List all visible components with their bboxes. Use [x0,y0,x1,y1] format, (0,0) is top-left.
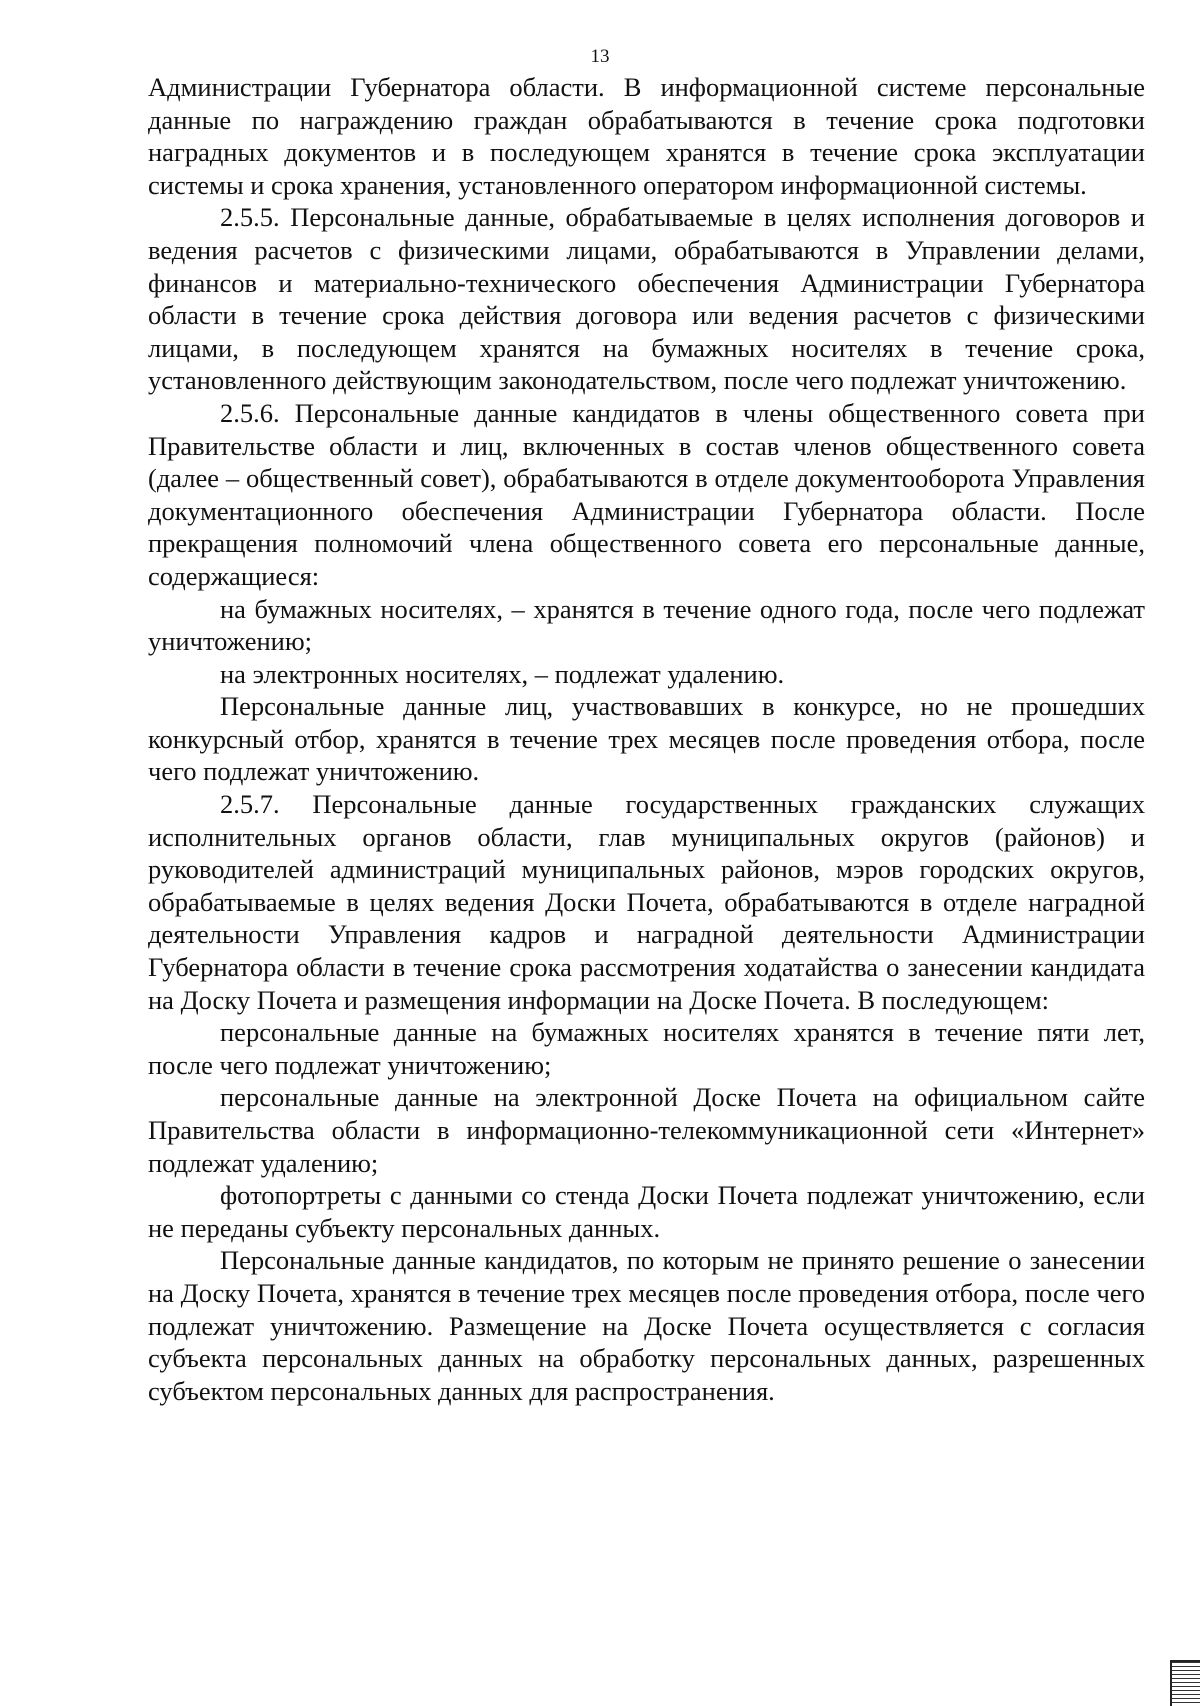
scan-edge-mark [1170,1660,1200,1706]
paragraph-photo-portraits: фотопортреты с данными со стенда Доски Почета подлежат уничтожению, если не переданы субъекту персональных данных. [148,1180,1145,1243]
paragraph-2-5-6: 2.5.6. Персональные данные кандидатов в члены общественного совета при Правительстве области и лиц, включенных в состав членов общественного совета (далее – общественный совет), обрабатываются в отделе документооборота Управления документационного обеспечения Администрации Губернатора области. После прекращения полномочий члена общественного совета его персональные данные, содержащиеся: [148,397,1145,591]
paragraph-electronic-board: персональные данные на электронной Доске Почета на официальном сайте Правительства области в информационно-телекоммуникационной сети «Интернет» подлежат удалению; [148,1082,1145,1178]
paragraph-2-5-5: 2.5.5. Персональные данные, обрабатываемые в целях исполнения договоров и ведения расчетов с физическими лицами, обрабатываются в Управлении делами, финансов и материально-технического обеспечения Администрации Губернатора области в течение срока действия договора или ведения расчетов с физическими лицами, в последующем хранятся на бумажных носителях в течение срока, установленного действующим законодательством, после чего подлежат уничтожению. [148,202,1145,396]
paragraph-candidates-not-accepted: Персональные данные кандидатов, по которым не принято решение о занесении на Доску Почета, хранятся в течение трех месяцев после проведения отбора, после чего подлежат уничтожению. Размещение на Доске Почета осуществляется с согласия субъекта персональных данных на обработку персональных данных, разрешенных субъектом персональных данных для распространения. [148,1245,1145,1406]
paragraph-2-5-7: 2.5.7. Персональные данные государственных гражданских служащих исполнительных органов области, глав муниципальных округов (районов) и руководителей администраций муниципальных районов, мэров городских округов, обрабатываемые в целях ведения Доски Почета, обрабатываются в отделе наградной деятельности Управления кадров и наградной деятельности Администрации Губернатора области в течение срока рассмотрения ходатайства о занесении кандидата на Доску Почета и размещения информации на Доске Почета. В последующем: [148,789,1145,1015]
paragraph-paper-media: на бумажных носителях, – хранятся в течение одного года, после чего подлежат уничтожению; [148,593,1145,657]
paragraph-continuation: Администрации Губернатора области. В информационной системе персональные данные по награждению граждан обрабатываются в течение срока подготовки наградных документов и в последующем хранятся в течение срока эксплуатации системы и срока хранения, установленного оператором информационной системы. [148,72,1145,200]
document-body [148,71,1145,1407]
page-number: 13 [590,46,610,67]
paragraph-electronic-media: на электронных носителях, – подлежат удалению. [220,658,785,689]
paragraph-contest-participants: Персональные данные лиц, участвовавших в конкурсе, но не прошедших конкурсный отбор, хранятся в течение трех месяцев после проведения отбора, после чего подлежат уничтожению. [148,691,1145,787]
paragraph-paper-five-years: персональные данные на бумажных носителях хранятся в течение пяти лет, после чего подлежат уничтожению; [148,1017,1145,1080]
